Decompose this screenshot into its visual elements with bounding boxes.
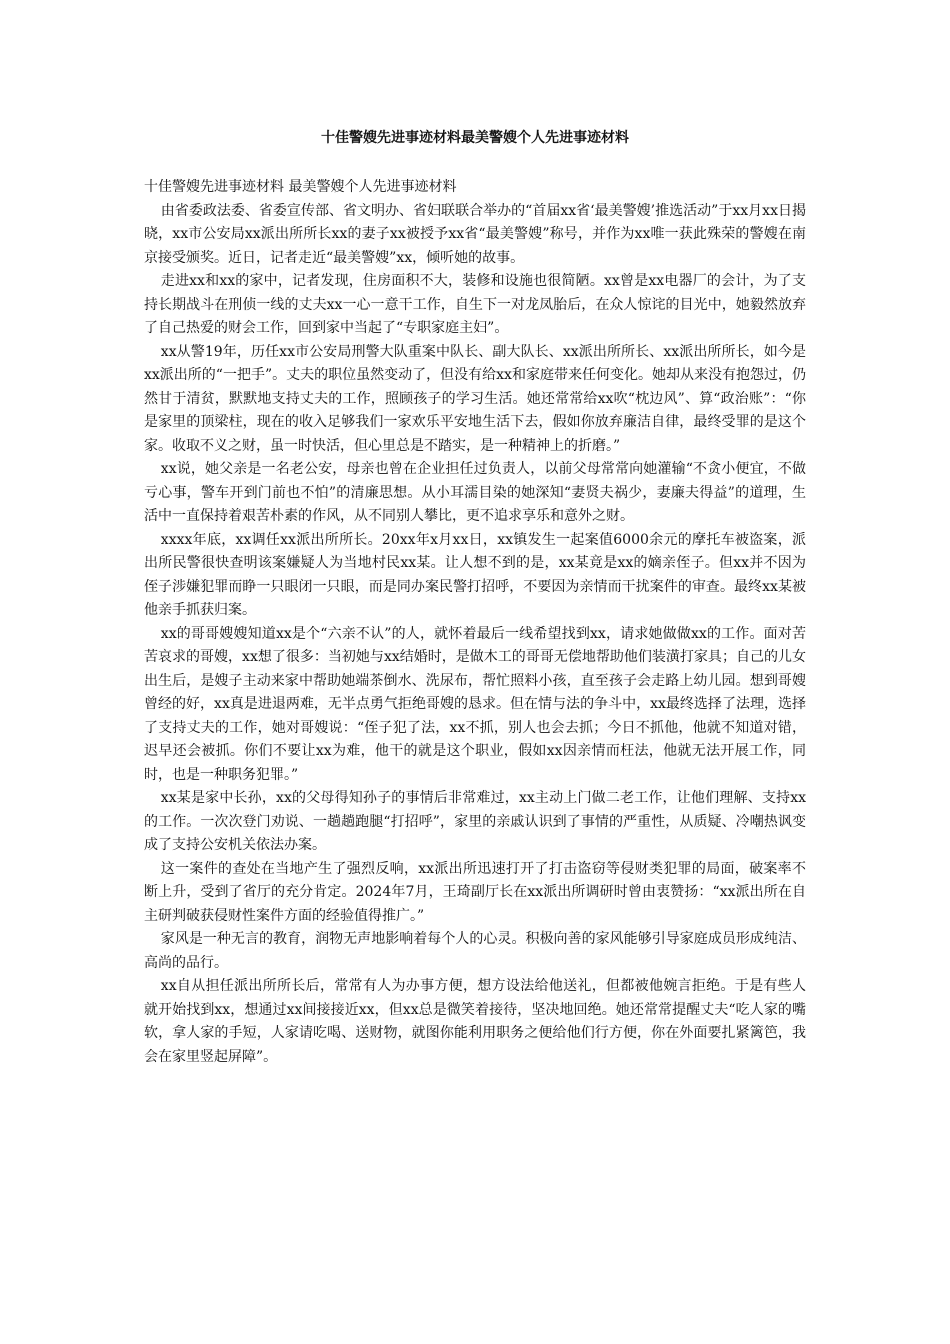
paragraph: xx某是家中长孙，xx的父母得知孙子的事情后非常难过，xx主动上门做二老工作，让他们理解、支持xx的工作。一次次登门劝说、一趟趟跑腿“打招呼”，家里的亲戚认识到了事情的严重性，从质疑、冷嘲热讽变成了支持公安机关依法办案。	[144, 790, 806, 853]
paragraph: 走进xx和xx的家中，记者发现，住房面积不大，装修和设施也很简陋。xx曾是xx电器厂的会计，为了支持长期战斗在刑侦一线的丈夫xx一心一意干工作，自生下一对龙凤胎后，在众人惊诧的目光中，她毅然放弃了自己热爱的财会工作，回到家中当起了“专职家庭主妇”。	[144, 273, 806, 336]
paragraph: xx从警19年，历任xx市公安局刑警大队重案中队长、副大队长、xx派出所所长、xx派出所所长，如今是xx派出所的“一把手”。丈夫的职位虽然变动了，但没有给xx和家庭带来任何变化。她却从来没有抱怨过，仍然甘于清贫，默默地支持丈夫的工作，照顾孩子的学习生活。她还常常给xx吹“枕边风”、算“政治账”：“你是家里的顶梁柱，现在的收入足够我们一家欢乐平安地生活下去，假如你放弃廉洁自律，最终受罪的是这个家。收取不义之财，虽一时快活，但心里总是不踏实，是一种精神上的折磨。”	[144, 343, 806, 454]
paragraph: xx说，她父亲是一名老公安，母亲也曾在企业担任过负责人，以前父母常常向她灌输“不贪小便宜，不做亏心事，警车开到门前也不怕”的清廉思想。从小耳濡目染的她深知“妻贤夫祸少，妻廉夫得益”的道理，生活中一直保持着艰苦朴素的作风，从不同别人攀比，更不追求享乐和意外之财。	[144, 461, 806, 524]
paragraph: 这一案件的查处在当地产生了强烈反响，xx派出所迅速打开了打击盗窃等侵财类犯罪的局面，破案率不断上升，受到了省厅的充分肯定。2024年7月，王琦副厅长在xx派出所调研时曾由衷赞扬：“xx派出所在自主研判破获侵财性案件方面的经验值得推广。”	[144, 860, 806, 924]
paragraph: xx自从担任派出所所长后，常常有人为办事方便，想方设法给他送礼，但都被他婉言拒绝。于是有些人就开始找到xx，想通过xx间接接近xx，但xx总是微笑着接待，坚决地回绝。她还常常提醒丈夫“吃人家的嘴软，拿人家的手短，人家请吃喝、送财物，就图你能利用职务之便给他们行方便，你在外面要扎紧篱笆，我会在家里竖起屏障”。	[144, 978, 806, 1065]
paragraph: xx的哥哥嫂嫂知道xx是个“六亲不认”的人，就怀着最后一线希望找到xx，请求她做做xx的工作。面对苦苦哀求的哥嫂，xx想了很多：当初她与xx结婚时，是做木工的哥哥无偿地帮助他们装潢打家具；自己的儿女出生后，是嫂子主动来家中帮助她端茶倒水、洗尿布，帮忙照料小孩，直至孩子会走路上幼儿园。想到哥嫂曾经的好，xx真是进退两难，无半点勇气拒绝哥嫂的恳求。但在情与法的争斗中，xx最终选择了法理，选择了支持丈夫的工作，她对哥嫂说：“侄子犯了法，xx不抓，别人也会去抓；今日不抓他，他就不知道对错，迟早还会被抓。你们不要让xx为难，他干的就是这个职业，假如xx因亲情而枉法，他就无法开展工作，同时，也是一种职务犯罪。”	[144, 625, 806, 783]
document-title: 十佳警嫂先进事迹材料最美警嫂个人先进事迹材料	[321, 130, 629, 146]
document-subtitle: 十佳警嫂先进事迹材料 最美警嫂个人先进事迹材料	[144, 179, 457, 195]
paragraph: 由省委政法委、省委宣传部、省文明办、省妇联联合举办的“首届xx省‘最美警嫂’推选活动”于xx月xx日揭晓，xx市公安局xx派出所所长xx的妻子xx被授予xx省“最美警嫂”称号，并作为xx唯一获此殊荣的警嫂在南京接受颁奖。近日，记者走近“最美警嫂”xx，倾听她的故事。	[144, 202, 806, 266]
paragraph: 家风是一种无言的教育，润物无声地影响着每个人的心灵。积极向善的家风能够引导家庭成员形成纯洁、高尚的品行。	[144, 931, 806, 971]
paragraph: xxxx年底，xx调任xx派出所所长。20xx年x月xx日，xx镇发生一起案值6000余元的摩托车被盗案，派出所民警很快查明该案嫌疑人为当地村民xx某。让人想不到的是，xx某竟是xx的嫡亲侄子。但xx并不因为侄子涉嫌犯罪而睁一只眼闭一只眼，而是同办案民警打招呼，不要因为亲情而干扰案件的审查。最终xx某被他亲手抓获归案。	[144, 531, 806, 618]
document-body	[144, 176, 806, 1069]
